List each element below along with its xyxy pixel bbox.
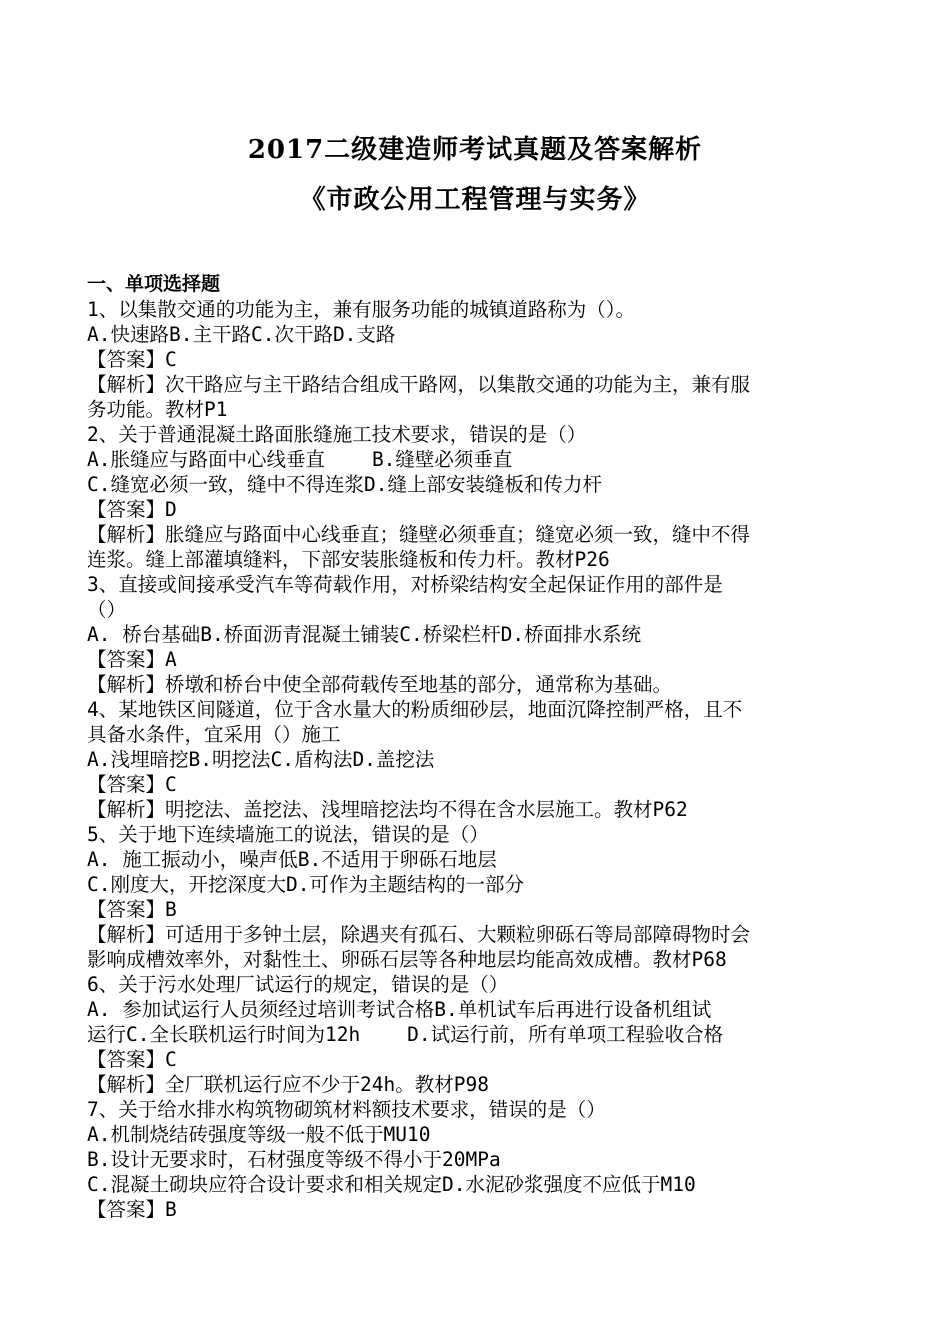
body-line: 【解析】全厂联机运行应不少于24h。教材P98 — [87, 1073, 489, 1096]
body-line: 【答案】B — [87, 898, 177, 921]
body-line: 【解析】胀缝应与路面中心线垂直；缝壁必须垂直；缝宽必须一致，缝中不得 — [87, 523, 751, 546]
body-line: C.刚度大，开挖深度大D.可作为主题结构的一部分 — [87, 873, 524, 896]
body-line: 5、关于地下连续墙施工的说法，错误的是（） — [87, 823, 489, 846]
section-heading: 一、单项选择题 — [87, 273, 221, 295]
body-line: A.机制烧结砖强度等级一般不低于MU10 — [87, 1123, 431, 1146]
body-line: （） — [87, 598, 127, 621]
body-line: A.浅埋暗挖B.明挖法C.盾构法D.盖挖法 — [87, 748, 435, 771]
body-line: 连浆。缝上部灌填缝料，下部安装胀缝板和传力杆。教材P26 — [87, 548, 610, 571]
body-line: A. 参加试运行人员须经过培训考试合格B.单机试车后再进行设备机组试 — [87, 998, 712, 1021]
body-line: 【解析】桥墩和桥台中使全部荷载传至地基的部分，通常称为基础。 — [87, 673, 673, 696]
title-block — [0, 128, 950, 222]
document-subtitle: 《市政公用工程管理与实务》 — [299, 185, 651, 215]
body-line: 影响成槽效率外，对黏性土、卵砾石层等各种地层均能高效成槽。教材P68 — [87, 948, 727, 971]
document-body — [87, 272, 867, 1222]
body-line: 【答案】C — [87, 1048, 177, 1071]
body-line: 【答案】C — [87, 348, 177, 371]
body-line: 具备水条件，宜采用（）施工 — [87, 723, 341, 746]
body-line: 7、关于给水排水构筑物砌筑材料额技术要求，错误的是（） — [87, 1098, 606, 1121]
body-line: 2、关于普通混凝土路面胀缝施工技术要求，错误的是（） — [87, 423, 587, 446]
body-line: C.缝宽必须一致，缝中不得连浆D.缝上部安装缝板和传力杆 — [87, 473, 602, 496]
body-line: A.胀缝应与路面中心线垂直 B.缝壁必须垂直 — [87, 448, 513, 471]
body-line: 【答案】A — [87, 648, 177, 671]
body-line: C.混凝土砌块应符合设计要求和相关规定D.水泥砂浆强度不应低于M10 — [87, 1173, 696, 1196]
body-line: 【解析】可适用于多钟土层，除遇夹有孤石、大颗粒卵砾石等局部障碍物时会 — [87, 923, 751, 946]
body-line: 【解析】次干路应与主干路结合组成干路网，以集散交通的功能为主，兼有服 — [87, 373, 751, 396]
body-line: 3、直接或间接承受汽车等荷载作用，对桥梁结构安全起保证作用的部件是 — [87, 573, 723, 596]
body-line: 4、某地铁区间隧道，位于含水量大的粉质细砂层，地面沉降控制严格，且不 — [87, 698, 743, 721]
body-line: 6、关于污水处理厂试运行的规定，错误的是（） — [87, 973, 509, 996]
body-line: 务功能。教材P1 — [87, 398, 228, 421]
body-line: A. 桥台基础B.桥面沥青混凝土铺装C.桥梁栏杆D.桥面排水系统 — [87, 623, 642, 646]
body-line: 【答案】C — [87, 773, 177, 796]
body-line: 1、以集散交通的功能为主，兼有服务功能的城镇道路称为（）。 — [87, 298, 635, 321]
body-line: 【解析】明挖法、盖挖法、浅埋暗挖法均不得在含水层施工。教材P62 — [87, 798, 688, 821]
body-line: A. 施工振动小，噪声低B.不适用于卵砾石地层 — [87, 848, 497, 871]
document-title: 2017二级建造师考试真题及答案解析 — [247, 135, 703, 165]
body-line: 【答案】B — [87, 1198, 177, 1221]
body-line: A.快速路B.主干路C.次干路D.支路 — [87, 323, 396, 346]
body-line: 【答案】D — [87, 498, 177, 521]
body-line: B.设计无要求时，石材强度等级不得小于20MPa — [87, 1148, 501, 1171]
body-lines — [87, 297, 867, 1222]
body-line: 运行C.全长联机运行时间为12h D.试运行前，所有单项工程验收合格 — [87, 1023, 724, 1046]
